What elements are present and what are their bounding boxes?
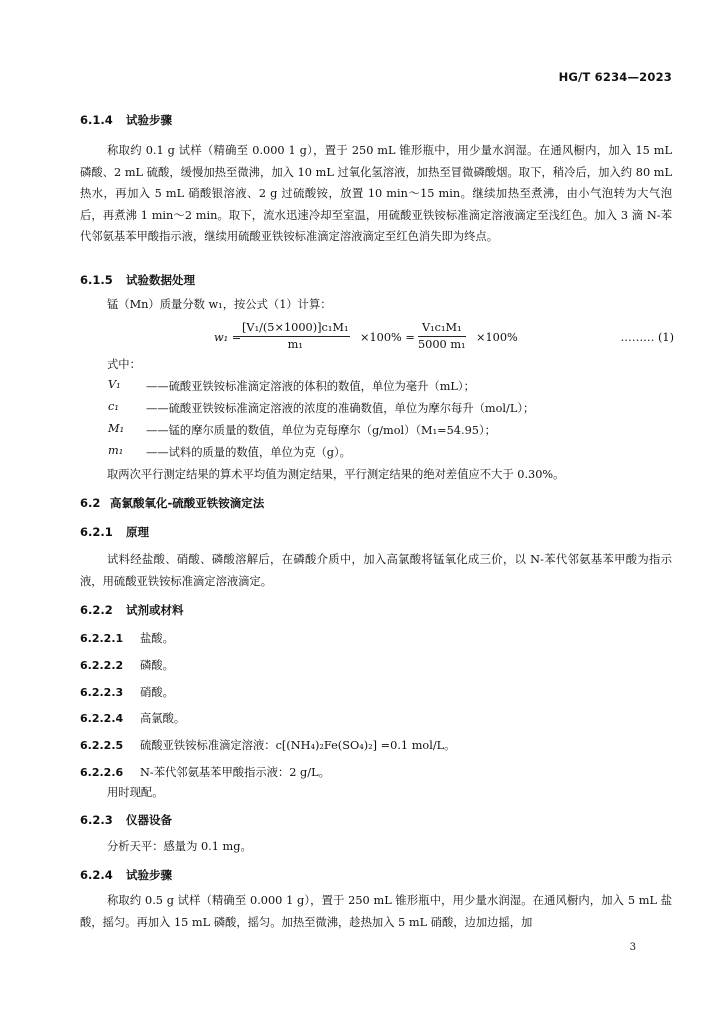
section-number: 6.2.3 xyxy=(80,813,113,827)
list-item xyxy=(80,764,330,780)
fraction-numerator: [V₁/(5×1000)]c₁M₁ xyxy=(240,320,350,337)
variable-definition xyxy=(146,444,351,460)
definition-text: 硫酸亚铁铵标准滴定溶液的体积的数值，单位为毫升（mL）； xyxy=(168,380,475,393)
section-heading-6-2-4 xyxy=(80,867,172,883)
section-title: 高氯酸氧化-硫酸亚铁铵滴定法 xyxy=(110,496,265,510)
section-number: 6.2 xyxy=(80,496,101,510)
item-number: 6.2.2.6 xyxy=(80,766,124,779)
item-number: 6.2.2.5 xyxy=(80,739,124,752)
item-note: 用时现配。 xyxy=(107,786,164,799)
section-number: 6.2.2 xyxy=(80,603,113,617)
variable-symbol: c₁ xyxy=(108,400,119,413)
formula-fraction-2 xyxy=(418,320,466,353)
variable-definition xyxy=(146,422,496,438)
section-title: 试验数据处理 xyxy=(126,273,195,287)
definition-dash: —— xyxy=(146,380,169,393)
section-number: 6.2.4 xyxy=(80,868,113,882)
section-heading-6-2-2 xyxy=(80,602,184,618)
section-paragraph: 称取约 0.5 g 试样（精确至 0.000 1 g），置于 250 mL 锥形瓶中，用少量水润湿。在通风橱内，加入 5 mL 盐酸，摇匀。再加入 15 mL 磷酸，摇匀。加热至微沸，趁热加入 5 mL 硝酸，边加边摇，加 xyxy=(80,894,672,929)
item-number: 6.2.2.4 xyxy=(80,712,124,725)
definition-text: 试料的质量的数值，单位为克（g）。 xyxy=(168,446,351,459)
section-paragraph: 称取约 0.1 g 试样（精确至 0.000 1 g），置于 250 mL 锥形瓶中，用少量水润湿。在通风橱内，加入 15 mL 磷酸、2 mL 硫酸，缓慢加热至微沸，加入 10 mL 过氧化氢溶液，加热至冒微磷酸烟。取下，稍冷后，加入约 80 mL 热水，再加入 5 mL 硝酸银溶液、2 g 过硫酸铵，放置 10 min～15 min。继续加热至煮沸，由小气泡转为大气泡后，再煮沸 1 min～2 min。取下，流水迅速冷却至室温，用硫酸亚铁铵标准滴定溶液滴定至浅红色。加入 3 滴 N-苯代邻氨基苯甲酸指示液，继续用硫酸亚铁铵标准滴定溶液滴定至红色消失即为终点。 xyxy=(80,144,672,244)
section-paragraph: 分析天平：感量为 0.1 mg。 xyxy=(107,840,252,853)
section-title: 仪器设备 xyxy=(126,813,172,827)
list-item xyxy=(80,737,455,753)
variable-definition xyxy=(146,378,475,394)
section-heading-6-2-3 xyxy=(80,812,172,828)
standard-code: HG/T 6234—2023 xyxy=(558,70,672,84)
formula-intro: 锰（Mn）质量分数 w₁，按公式（1）计算： xyxy=(107,298,332,311)
item-text: 硫酸亚铁铵标准滴定溶液：c[(NH₄)₂Fe(SO₄)₂] =0.1 mol/L。 xyxy=(140,739,456,752)
item-text: 高氯酸。 xyxy=(140,712,186,725)
section-number: 6.1.5 xyxy=(80,273,113,287)
item-text: N-苯代邻氨基苯甲酸指示液：2 g/L。 xyxy=(140,766,330,779)
section-title: 试验步骤 xyxy=(126,113,172,127)
list-item xyxy=(80,657,174,673)
definition-text: 硫酸亚铁铵标准滴定溶液的浓度的准确数值，单位为摩尔每升（mol/L）； xyxy=(168,402,535,415)
item-text: 硝酸。 xyxy=(140,686,174,699)
section-heading-6-2-1 xyxy=(80,524,149,540)
section-title: 试剂或材料 xyxy=(126,603,184,617)
definition-text: 锰的摩尔质量的数值，单位为克每摩尔（g/mol）（M₁=54.95）； xyxy=(168,424,496,437)
definition-dash: —— xyxy=(146,446,169,459)
list-item xyxy=(80,684,174,700)
formula-fraction-1 xyxy=(240,320,350,353)
result-statement: 取两次平行测定结果的算术平均值为测定结果，平行测定结果的绝对差值应不大于 0.30%。 xyxy=(107,468,565,481)
item-number: 6.2.2.2 xyxy=(80,659,124,672)
item-text: 磷酸。 xyxy=(140,659,174,672)
variable-definition xyxy=(146,400,534,416)
formula-1 xyxy=(214,318,674,358)
fraction-numerator: V₁c₁M₁ xyxy=(418,320,466,337)
section-number: 6.2.1 xyxy=(80,525,113,539)
section-heading-6-1-4 xyxy=(80,112,172,128)
page-number: 3 xyxy=(629,942,636,953)
section-heading-6-2 xyxy=(80,495,264,511)
formula-multiplier: ×100% xyxy=(476,331,518,344)
fraction-denominator: m₁ xyxy=(287,338,303,351)
section-title: 试验步骤 xyxy=(126,868,172,882)
item-number: 6.2.2.3 xyxy=(80,686,124,699)
fraction-denominator: 5000 m₁ xyxy=(418,338,466,351)
definition-dash: —— xyxy=(146,424,169,437)
formula-lhs: w₁ = xyxy=(214,331,242,344)
where-label: 式中： xyxy=(107,358,141,371)
item-text: 盐酸。 xyxy=(140,632,174,645)
list-item xyxy=(80,630,174,646)
section-heading-6-1-5 xyxy=(80,272,195,288)
item-number: 6.2.2.1 xyxy=(80,632,124,645)
variable-symbol: V₁ xyxy=(108,378,121,391)
list-item xyxy=(80,710,185,726)
section-number: 6.1.4 xyxy=(80,113,113,127)
section-paragraph: 试料经盐酸、硝酸、磷酸溶解后，在磷酸介质中，加入高氯酸将锰氧化成三价，以 N-苯代邻氨基苯甲酸为指示液，用硫酸亚铁铵标准滴定溶液滴定。 xyxy=(80,553,672,588)
section-title: 原理 xyxy=(126,525,149,539)
variable-symbol: m₁ xyxy=(108,444,124,457)
formula-multiplier: ×100% = xyxy=(360,331,415,344)
equation-number: ……… (1) xyxy=(620,331,674,344)
variable-symbol: M₁ xyxy=(108,422,125,435)
definition-dash: —— xyxy=(146,402,169,415)
